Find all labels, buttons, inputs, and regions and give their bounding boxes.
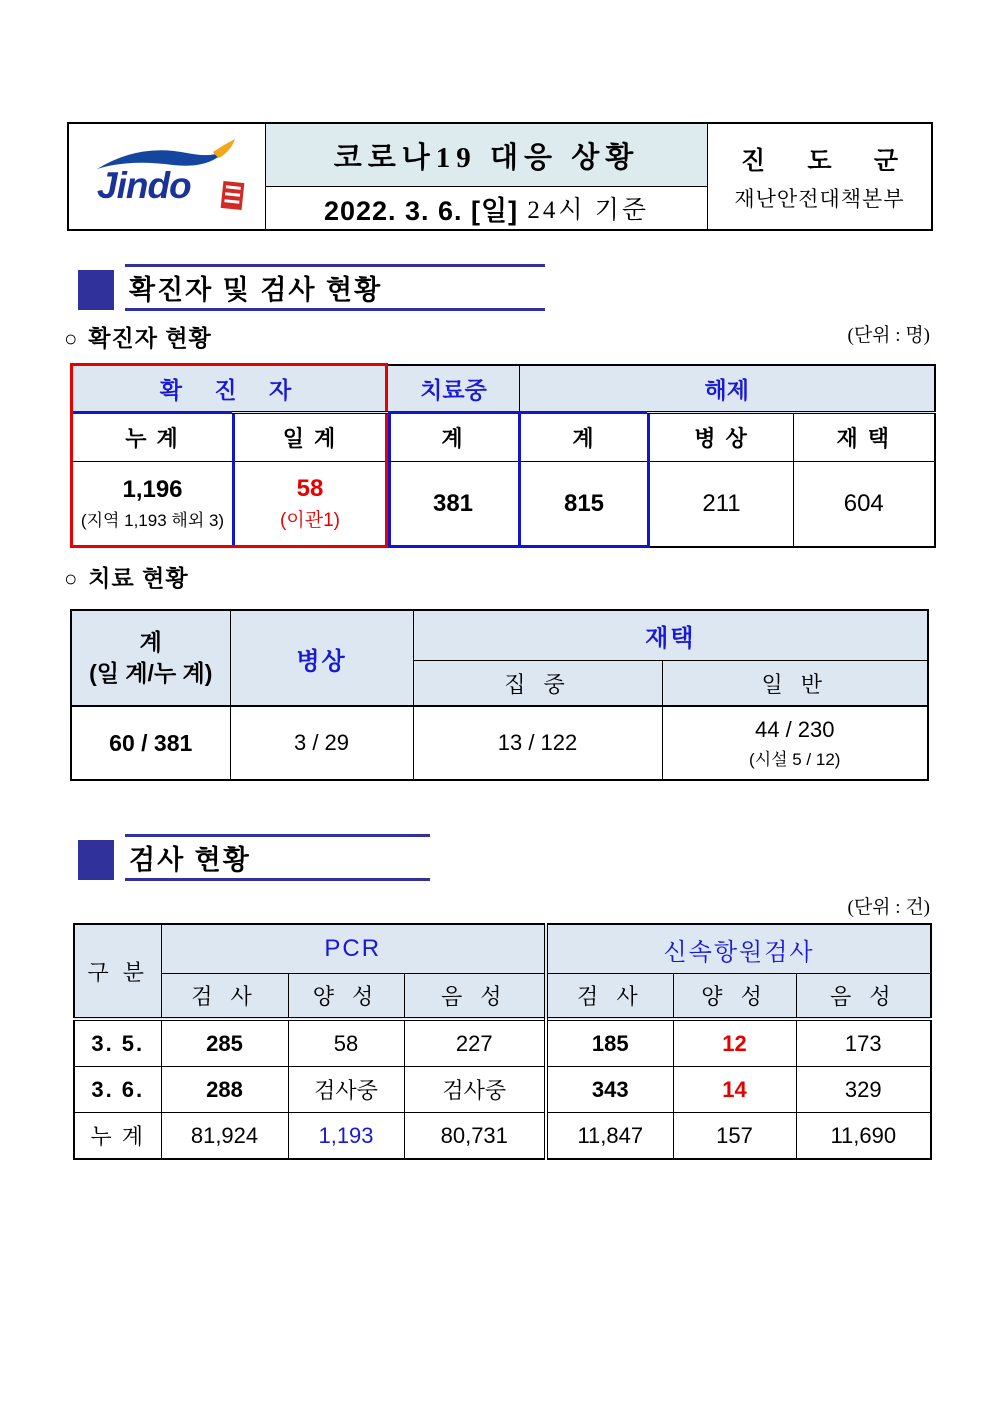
corner-header: 구 분 — [74, 924, 161, 1019]
col-header-pcr-tested: 검 사 — [161, 974, 288, 1020]
section2-marker-square — [78, 840, 114, 880]
row-label-cumulative: 누 계 — [74, 1113, 161, 1160]
col-header-released-total: 계 — [520, 413, 649, 462]
cell-treatment-total: 60 / 381 — [71, 706, 230, 780]
table-row — [74, 1019, 931, 1067]
cell-mar5-pcr-tested: 285 — [161, 1019, 288, 1067]
col-header-rat-tested: 검 사 — [546, 974, 673, 1020]
circle-bullet-icon: ○ — [64, 566, 79, 591]
cell-mar5-rat-tested: 185 — [546, 1019, 673, 1067]
cell-beds: 3 / 29 — [230, 706, 413, 780]
section1-title: 확진자 및 검사 현황 — [125, 264, 545, 311]
date-suffix: 24시 기준 — [518, 197, 650, 224]
col-header-home: 재 택 — [794, 413, 935, 462]
circle-bullet-icon: ○ — [64, 326, 79, 351]
row-label-mar5: 3. 5. — [74, 1019, 161, 1067]
cell-mar5-pcr-negative: 227 — [404, 1019, 546, 1067]
cell-mar5-rat-negative: 173 — [796, 1019, 931, 1067]
cell-in-treatment-total: 381 — [387, 462, 520, 547]
cell-mar6-pcr-tested: 288 — [161, 1067, 288, 1113]
cell-mar6-rat-positive: 14 — [673, 1067, 796, 1113]
document-date — [266, 187, 707, 229]
cell-home-general — [662, 706, 928, 780]
date-main: 2022. 3. 6. [일] — [323, 195, 519, 226]
document-title: 코로나19 대응 상황 — [266, 124, 707, 187]
home-general-facility-note: (시설 5 / 12) — [749, 749, 841, 769]
cell-daily — [234, 462, 387, 547]
group-header-home-care: 재택 — [413, 610, 928, 661]
cell-mar5-pcr-positive: 58 — [288, 1019, 404, 1067]
jindo-logo-text: Jindo — [97, 164, 191, 206]
row-label-mar6: 3. 6. — [74, 1067, 161, 1113]
group-header-rat: 신속항원검사 — [546, 924, 931, 974]
home-general-value: 44 / 230 — [754, 716, 835, 742]
table-row — [72, 365, 935, 413]
header-center — [266, 124, 707, 229]
col-header-beds: 병상 — [230, 610, 413, 706]
org-department: 재난안전대책본부 — [734, 186, 905, 211]
cell-cumulative — [72, 462, 234, 547]
jindo-seal-icon — [221, 180, 245, 209]
cell-cum-rat-positive: 157 — [673, 1113, 796, 1160]
cell-released-total: 815 — [520, 462, 649, 547]
table-row — [74, 974, 931, 1020]
cumulative-breakdown: (지역 1,193 해외 3) — [80, 511, 225, 530]
cell-cum-pcr-tested: 81,924 — [161, 1113, 288, 1160]
cell-cum-pcr-positive: 1,193 — [288, 1113, 404, 1160]
section2-title: 검사 현황 — [125, 834, 430, 881]
jindo-logo-art — [89, 135, 245, 219]
table-row — [74, 924, 931, 974]
table-row — [74, 1113, 931, 1160]
table-row — [71, 706, 928, 780]
group-header-released: 해제 — [520, 365, 935, 413]
group-header-pcr: PCR — [161, 924, 546, 974]
group-header-confirmed: 확 진 자 — [72, 365, 387, 413]
table-row — [71, 610, 928, 661]
cell-released-hospital: 211 — [649, 462, 794, 547]
table-row — [74, 1067, 931, 1113]
test-status-table — [73, 923, 932, 1160]
col-header-cumulative: 누 계 — [72, 413, 234, 462]
subsection-confirmed-title — [64, 320, 212, 353]
total-header-line1: 계 — [139, 628, 162, 655]
cell-mar6-rat-negative: 329 — [796, 1067, 931, 1113]
group-header-in-treatment: 치료중 — [387, 365, 520, 413]
subsection-treatment-title — [64, 560, 189, 593]
cell-mar6-pcr-positive: 검사중 — [288, 1067, 404, 1113]
col-header-treat-total: 계 — [387, 413, 520, 462]
col-header-home-intensive: 집 중 — [413, 661, 662, 707]
table-row — [72, 462, 935, 547]
cell-cum-rat-negative: 11,690 — [796, 1113, 931, 1160]
section1-marker-square — [78, 270, 114, 310]
jindo-logo — [69, 124, 266, 229]
org-name: 진 도 군 — [741, 147, 916, 175]
treatment-status-table — [70, 609, 929, 781]
daily-value: 58 — [296, 475, 324, 502]
col-header-pcr-positive: 양 성 — [288, 974, 404, 1020]
daily-transfer-note: (이관1) — [280, 510, 340, 531]
cell-released-home: 604 — [794, 462, 935, 547]
confirmed-status-table — [70, 363, 936, 548]
unit-label-people: (단위 : 명) — [847, 325, 930, 346]
cell-cum-rat-tested: 11,847 — [546, 1113, 673, 1160]
subsection-treatment-label: 치료 현황 — [88, 565, 189, 591]
col-header-pcr-negative: 음 성 — [404, 974, 546, 1020]
unit-label-cases: (단위 : 건) — [847, 897, 930, 918]
cell-mar6-pcr-negative: 검사중 — [404, 1067, 546, 1113]
cumulative-value: 1,196 — [122, 476, 183, 503]
col-header-rat-negative: 음 성 — [796, 974, 931, 1020]
issuing-org — [707, 124, 931, 229]
subsection-confirmed-label: 확진자 현황 — [88, 325, 212, 351]
header-banner — [67, 122, 933, 231]
total-header-line2: (일 계/누 계) — [89, 660, 213, 686]
col-header-hospital: 병 상 — [649, 413, 794, 462]
cell-mar6-rat-tested: 343 — [546, 1067, 673, 1113]
col-header-rat-positive: 양 성 — [673, 974, 796, 1020]
col-header-total — [71, 610, 230, 706]
cell-mar5-rat-positive: 12 — [673, 1019, 796, 1067]
cell-cum-pcr-negative: 80,731 — [404, 1113, 546, 1160]
cell-home-intensive: 13 / 122 — [413, 706, 662, 780]
col-header-home-general: 일 반 — [662, 661, 928, 707]
col-header-daily: 일 계 — [234, 413, 387, 462]
table-row — [72, 413, 935, 462]
